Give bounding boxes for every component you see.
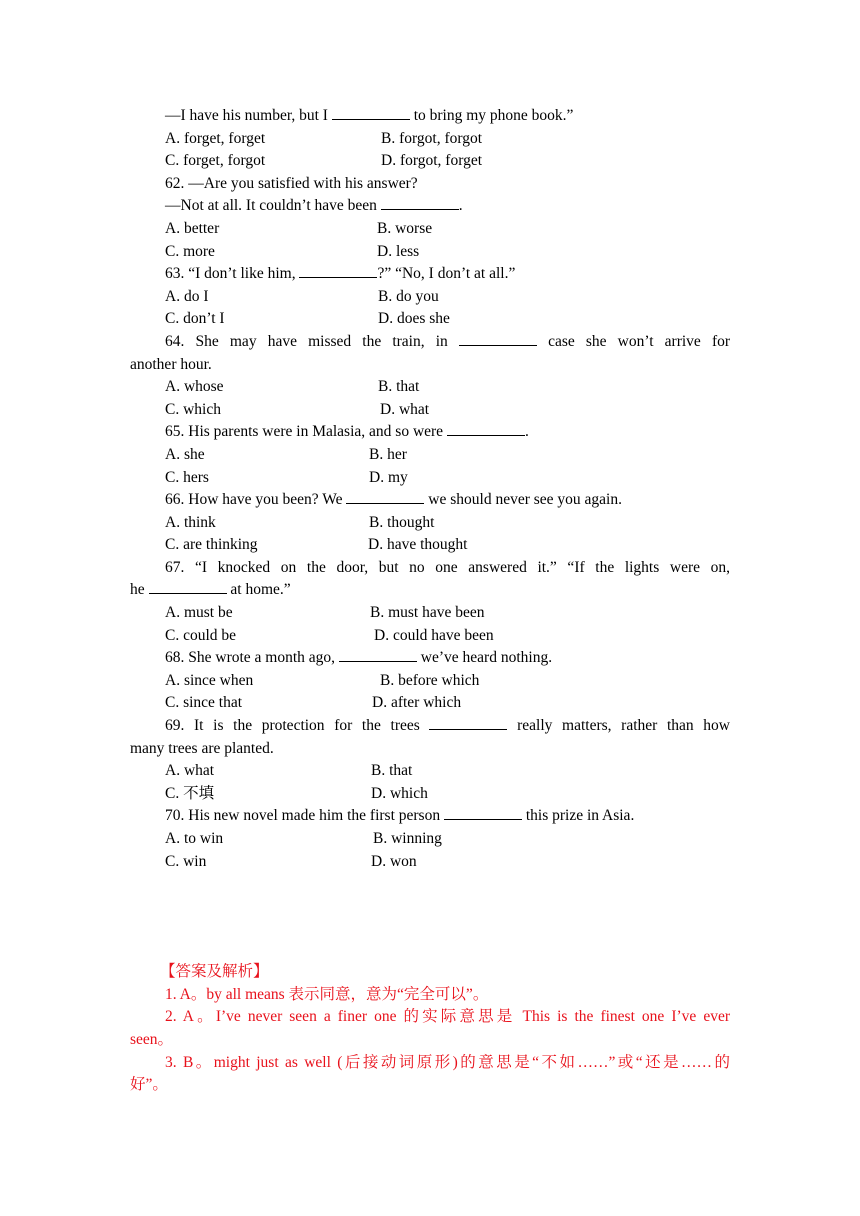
question-62-stem: 62. —Are you satisfied with his answer? <box>165 174 418 192</box>
answer-3-cont: 好”。 <box>130 1076 168 1094</box>
question-65-stem: 65. His parents were in Malasia, and so were . <box>165 423 529 441</box>
question-69-stem-cont: many trees are planted. <box>130 739 274 757</box>
option-c: C. 不填 <box>165 784 215 802</box>
option-d: D. forgot, forget <box>381 152 483 170</box>
question-69-options-cd <box>130 783 730 806</box>
option-a: A. think <box>165 513 216 531</box>
answer-blank <box>299 263 377 278</box>
question-63-options-cd <box>130 308 730 331</box>
question-65-options-ab <box>130 444 730 467</box>
question-69-options-ab <box>130 760 730 783</box>
question-63-options-ab <box>130 286 730 309</box>
option-a: A. better <box>165 219 220 237</box>
option-c: C. could be <box>165 626 237 644</box>
option-d: D. after which <box>372 694 462 712</box>
question-68-options-ab <box>130 670 730 693</box>
option-d: D. what <box>380 400 430 418</box>
option-d: D. my <box>369 468 408 486</box>
question-63-stem: 63. “I don’t like him, ?” “No, I don’t at all.” <box>165 265 516 283</box>
question-66-options-ab <box>130 512 730 535</box>
answer-blank <box>447 421 525 436</box>
answer-blank <box>149 579 227 594</box>
option-a: A. must be <box>165 604 233 622</box>
option-c: C. are thinking <box>165 536 258 554</box>
question-62-options-cd <box>130 241 730 264</box>
answer-blank <box>459 331 537 346</box>
answers-heading: 【答案及解析】 <box>160 963 269 981</box>
question-67-options-ab <box>130 602 730 625</box>
question-61-options-ab <box>130 128 730 151</box>
question-list <box>130 105 730 1097</box>
question-65-options-cd <box>130 467 730 490</box>
question-66-stem: 66. How have you been? We we should never see you again. <box>165 491 622 509</box>
question-67-stem: 67. “I knocked on the door, but no one answered it.” “If the lights were on, <box>165 558 730 576</box>
question-69-stem: 69. It is the protection for the trees really matters, rather than how <box>165 717 730 735</box>
option-d: D. which <box>371 784 428 802</box>
option-c: C. win <box>165 852 207 870</box>
option-c: C. since that <box>165 694 243 712</box>
answer-1: 1. A。by all means 表示同意，意为“完全可以”。 <box>165 985 489 1003</box>
option-b: B. her <box>369 445 407 463</box>
option-c: C. hers <box>165 468 209 486</box>
option-b: B. before which <box>380 671 480 689</box>
question-62-stem-reply: —Not at all. It couldn’t have been . <box>165 197 463 215</box>
answer-blank <box>339 647 417 662</box>
answer-blank <box>332 105 410 120</box>
answer-blank <box>444 805 522 820</box>
section-gap <box>130 873 730 961</box>
option-b: B. winning <box>373 830 442 847</box>
option-c: C. more <box>165 242 215 260</box>
question-64-options-ab <box>130 376 730 399</box>
option-a: A. since when <box>165 671 254 689</box>
option-d: D. could have been <box>374 626 494 644</box>
question-64-stem: 64. She may have missed the train, in case she won’t arrive for <box>165 332 731 350</box>
answer-blank <box>346 489 424 504</box>
question-64-options-cd <box>130 399 730 422</box>
option-b: B. that <box>371 762 413 780</box>
option-a: A. she <box>165 445 205 463</box>
option-d: D. does she <box>378 310 450 328</box>
question-64-stem-cont: another hour. <box>130 355 212 373</box>
answer-blank <box>381 195 459 210</box>
question-67-options-cd <box>130 625 730 648</box>
option-c: C. which <box>165 400 221 418</box>
option-a: A. to win <box>165 830 224 847</box>
question-62-options-ab <box>130 218 730 241</box>
answer-blank <box>429 715 507 730</box>
answer-2-cont: seen。 <box>130 1030 174 1048</box>
option-c: C. don’t I <box>165 310 225 328</box>
question-70-stem: 70. His new novel made him the first person this prize in Asia. <box>165 807 635 825</box>
question-70-options-ab <box>130 828 730 851</box>
option-c: C. forget, forgot <box>165 152 266 170</box>
option-a: A. what <box>165 762 215 780</box>
option-d: D. less <box>377 242 420 260</box>
option-a: A. whose <box>165 378 224 396</box>
option-b: B. forgot, forgot <box>381 129 483 147</box>
option-b: B. that <box>378 378 420 396</box>
option-d: D. won <box>371 852 417 870</box>
answer-2: 2. A。I’ve never seen a finer one 的实际意思是 This is the finest one I’ve ever <box>165 1008 730 1026</box>
question-68-stem: 68. She wrote a month ago, we’ve heard nothing. <box>165 649 553 667</box>
question-70-options-cd <box>130 851 730 874</box>
option-b: B. must have been <box>370 604 485 622</box>
question-67-stem-cont: he at home.” <box>130 581 291 599</box>
question-68-options-cd <box>130 692 730 715</box>
option-b: B. thought <box>369 513 435 531</box>
question-61-stem: —I have his number, but I to bring my phone book.” <box>165 107 574 124</box>
question-61-options-cd <box>130 150 730 173</box>
answer-3: 3. B。might just as well (后接动词原形)的意思是“不如……”或“还是……的 <box>165 1053 730 1071</box>
option-a: A. forget, forget <box>165 129 266 147</box>
option-d: D. have thought <box>368 536 468 554</box>
option-a: A. do I <box>165 287 209 305</box>
option-b: B. worse <box>377 219 433 237</box>
question-66-options-cd <box>130 534 730 557</box>
option-b: B. do you <box>378 287 439 305</box>
